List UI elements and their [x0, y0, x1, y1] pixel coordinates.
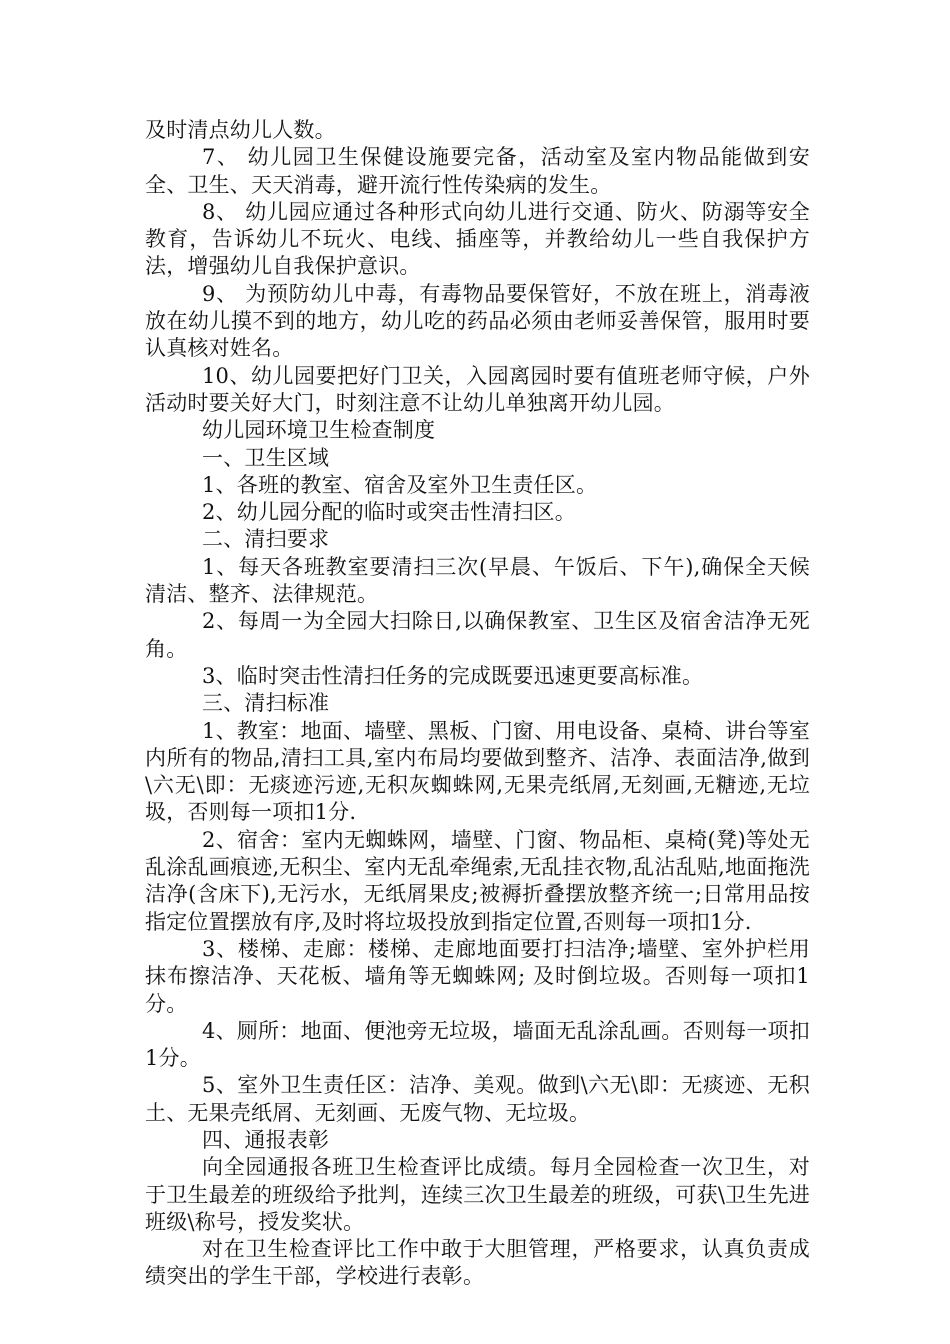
heading-commendation: 四、通报表彰: [202, 1127, 330, 1152]
paragraph-standard-dormitory: 2、宿舍：室内无蜘蛛网，墙壁、门窗、物品柜、桌椅(凳)等处无乱涂乱画痕迹,无积尘、室内无乱牵绳索,无乱挂衣物,乱沾乱贴,地面拖洗洁净(含床下),无污水，无纸屑果皮;被褥折叠摆放整齐统一;日常用品按指定位置摆放有序,及时将垃圾投放到指定位置,否则每一项扣1分.: [145, 827, 810, 934]
paragraph-area-2: 2、幼儿园分配的临时或突击性清扫区。: [202, 500, 576, 525]
paragraph-requirement-3: 3、临时突击性清扫任务的完成既要迅速更要高标准。: [202, 663, 704, 688]
paragraph-item-7: 7、 幼儿园卫生保健设施要完备，活动室及室内物品能做到安全、卫生、天天消毒，避开流行性传染病的发生。: [145, 145, 810, 197]
section-title: 幼儿园环境卫生检查制度: [202, 418, 436, 443]
heading-cleaning-standards: 三、清扫标准: [202, 691, 330, 716]
paragraph-continuation: 及时清点幼儿人数。: [145, 118, 336, 142]
paragraph-standard-stairs: 3、楼梯、走廊：楼梯、走廊地面要打扫洁净;墙壁、室外护栏用抹布擦洁净、天花板、墙角等无蜘蛛网; 及时倒垃圾。否则每一项扣1分。: [145, 936, 810, 1016]
paragraph-standard-outdoor: 5、室外卫生责任区：洁净、美观。做到\六无\即：无痰迹、无积土、无果壳纸屑、无刻画、无废气物、无垃圾。: [145, 1073, 810, 1125]
paragraph-requirement-1: 1、每天各班教室要清扫三次(早晨、午饭后、下午),确保全天候清洁、整齐、法律规范。: [145, 554, 810, 607]
paragraph-requirement-2: 2、每周一为全园大扫除日,以确保教室、卫生区及宿舍洁净无死角。: [145, 609, 810, 661]
heading-cleaning-requirements: 二、清扫要求: [202, 527, 330, 552]
document-body: [145, 117, 810, 1291]
paragraph-item-8: 8、 幼儿园应通过各种形式向幼儿进行交通、防火、防溺等安全教育，告诉幼儿不玩火、电线、插座等，并教给幼儿一些自我保护方法，增强幼儿自我保护意识。: [145, 199, 810, 279]
paragraph-standard-toilet: 4、厕所：地面、便池旁无垃圾，墙面无乱涂乱画。否则每一项扣1分。: [145, 1018, 810, 1071]
paragraph-standard-classroom: 1、教室：地面、墙壁、黑板、门窗、用电设备、桌椅、讲台等室内所有的物品,清扫工具,室内布局均要做到整齐、洁净、表面洁净,做到\六无\即：无痰迹污迹,无积灰蜘蛛网,无果壳纸屑,无刻画,无糖迹,无垃圾，否则每一项扣1分.: [145, 718, 810, 825]
heading-hygiene-areas: 一、卫生区域: [202, 445, 330, 470]
paragraph-item-9: 9、 为预防幼儿中毒，有毒物品要保管好，不放在班上，消毒液放在幼儿摸不到的地方，幼儿吃的药品必须由老师妥善保管，服用时要认真核对姓名。: [145, 281, 810, 361]
paragraph-item-10: 10、幼儿园要把好门卫关，入园离园时要有值班老师守候，户外活动时要关好大门，时刻注意不让幼儿单独离开幼儿园。: [145, 363, 810, 415]
paragraph-commendation-1: 向全园通报各班卫生检查评比成绩。每月全园检查一次卫生，对于卫生最差的班级给予批判，连续三次卫生最差的班级，可获\卫生先进班级\称号，授发奖状。: [145, 1155, 810, 1234]
paragraph-area-1: 1、各班的教室、宿舍及室外卫生责任区。: [202, 472, 598, 497]
paragraph-commendation-2: 对在卫生检查评比工作中敢于大胆管理，严格要求，认真负责成绩突出的学生干部，学校进行表彰。: [145, 1237, 810, 1289]
